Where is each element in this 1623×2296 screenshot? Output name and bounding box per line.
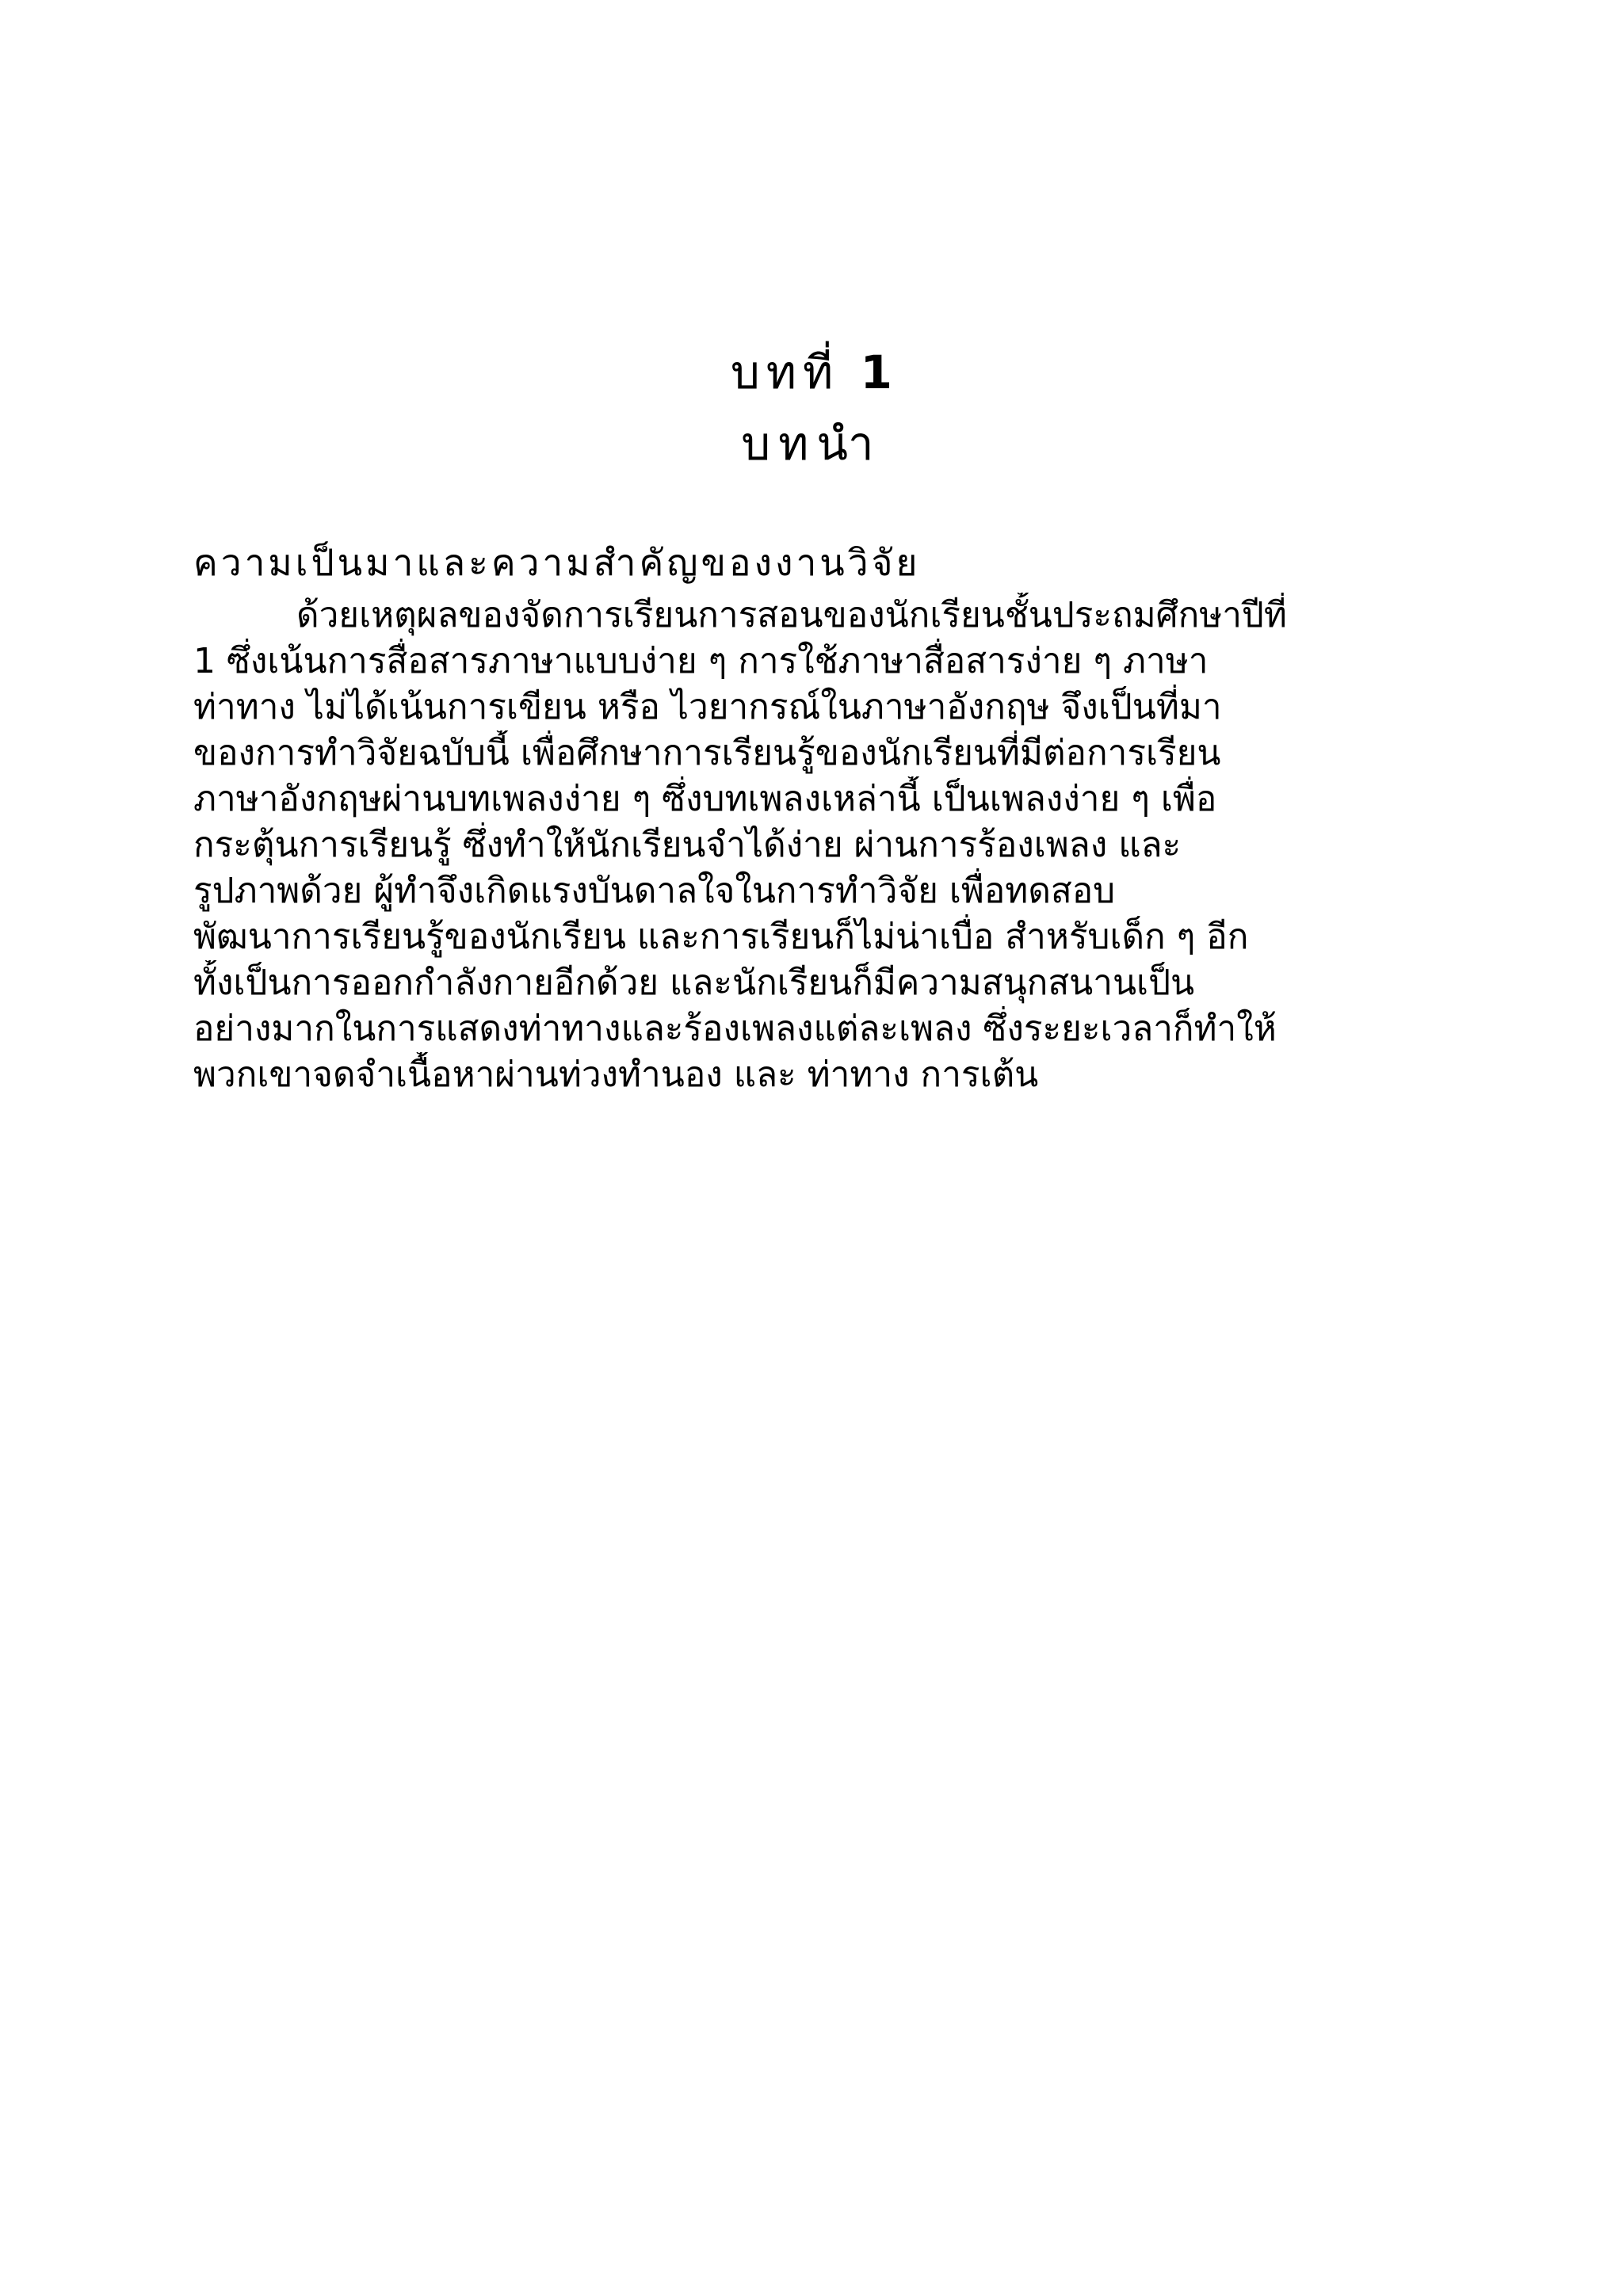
chapter-title: บทนำ xyxy=(741,417,882,471)
paragraph-line: รูปภาพด้วย ผู้ทำจึงเกิดแรงบันดาลใจในการทำวิจัย เพื่อทดสอบ xyxy=(193,871,1116,911)
chapter-number-heading xyxy=(0,341,1623,404)
paragraph-line: กระตุ้นการเรียนรู้ ซึ่งทำให้นักเรียนจำได้ง่าย ผ่านการร้องเพลง และ xyxy=(193,825,1182,865)
section-heading: ความเป็นมาและความสำคัญของงานวิจัย xyxy=(193,541,921,584)
paragraph-line: 1 ซึ่งเน้นการสื่อสารภาษาแบบง่าย ๆ การใช้ภาษาสื่อสารง่าย ๆ ภาษา xyxy=(193,641,1209,681)
paragraph-line: พัฒนาการเรียนรู้ของนักเรียน และการเรียนก็ไม่น่าเบื่อ สำหรับเด็ก ๆ อีก xyxy=(193,917,1249,957)
paragraph-line: อย่างมากในการแสดงท่าทางและร้องเพลงแต่ละเพลง ซึ่งระยะเวลาก็ทำให้ xyxy=(193,1009,1277,1049)
paragraph-line: พวกเขาจดจำเนื้อหาผ่านท่วงทำนอง และ ท่าทาง การเต้น xyxy=(193,1055,1039,1095)
paragraph-line: ภาษาอังกฤษผ่านบทเพลงง่าย ๆ ซึ่งบทเพลงเหล่านี้ เป็นเพลงง่าย ๆ เพื่อ xyxy=(193,779,1217,819)
paragraph-line: ทั้งเป็นการออกกำลังกายอีกด้วย และนักเรียนก็มีความสนุกสนานเป็น xyxy=(193,963,1195,1003)
paragraph-line: ท่าทาง ไม่ได้เน้นการเขียน หรือ ไวยากรณ์ในภาษาอังกฤษ จึงเป็นที่มา xyxy=(193,687,1222,727)
paragraph-line: ของการทำวิจัยฉบับนี้ เพื่อศึกษาการเรียนรู้ของนักเรียนที่มีต่อการเรียน xyxy=(193,733,1221,773)
chapter-number: 1 xyxy=(860,345,893,399)
body-paragraph xyxy=(193,593,1477,1098)
paragraph-line: ด้วยเหตุผลของจัดการเรียนการสอนของนักเรียนชั้นประถมศึกษาปีที่ xyxy=(296,595,1287,635)
chapter-prefix: บทที่ xyxy=(730,345,840,399)
